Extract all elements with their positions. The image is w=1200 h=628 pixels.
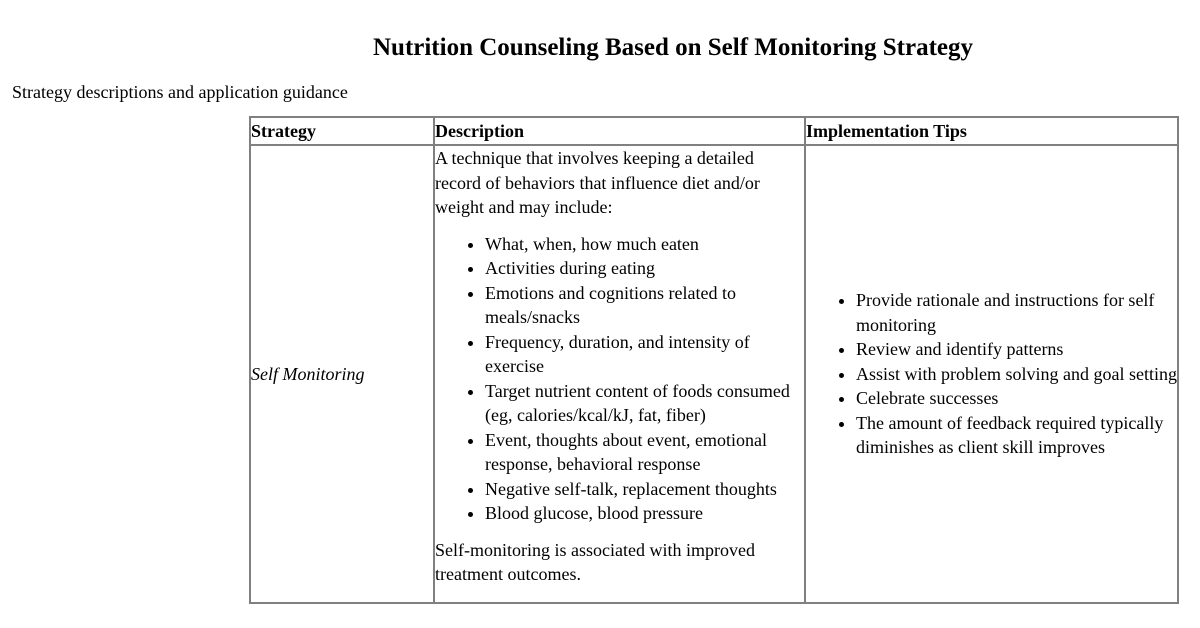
description-item: • Activities during eating — [485, 256, 804, 281]
description-item: • Event, thoughts about event, emotional response, behavioral response — [485, 428, 804, 477]
description-intro: A technique that involves keeping a detailed record of behaviors that influence diet and/or weight and may include: — [435, 148, 760, 217]
description-item: • Emotions and cognitions related to meals/snacks — [485, 281, 804, 330]
strategy-cell: Self Monitoring — [250, 145, 434, 603]
strategy-table — [249, 116, 1179, 604]
header-row — [250, 117, 1178, 145]
tip-item: • Provide rationale and instructions for self monitoring — [856, 288, 1177, 337]
table-header — [250, 117, 1178, 145]
description-item: • Frequency, duration, and intensity of exercise — [485, 330, 804, 379]
column-header-strategy: Strategy — [250, 117, 434, 145]
tip-item: • Celebrate successes — [856, 386, 1177, 411]
table-body — [250, 145, 1178, 603]
tip-item: • The amount of feedback required typically diminishes as client skill improves — [856, 411, 1177, 460]
page-subtitle: Strategy descriptions and application guidance — [12, 82, 348, 102]
table-row — [250, 145, 1178, 603]
tip-item: • Review and identify patterns — [856, 337, 1177, 362]
description-item: • Target nutrient content of foods consumed (eg, calories/kcal/kJ, fat, fiber) — [485, 379, 804, 428]
description-item: • Blood glucose, blood pressure — [485, 501, 804, 526]
description-item: • What, when, how much eaten — [485, 232, 804, 257]
tips-list — [806, 288, 1177, 460]
column-header-tips: Implementation Tips — [805, 117, 1178, 145]
description-list — [435, 232, 804, 526]
tips-cell — [805, 145, 1178, 603]
description-cell — [434, 145, 805, 603]
description-outro: Self-monitoring is associated with improved treatment outcomes. — [435, 539, 755, 584]
description-item: • Negative self-talk, replacement thoughts — [485, 477, 804, 502]
column-header-description: Description — [434, 117, 805, 145]
tip-item: • Assist with problem solving and goal setting — [856, 362, 1177, 387]
page-title: Nutrition Counseling Based on Self Monitoring Strategy — [372, 34, 974, 61]
